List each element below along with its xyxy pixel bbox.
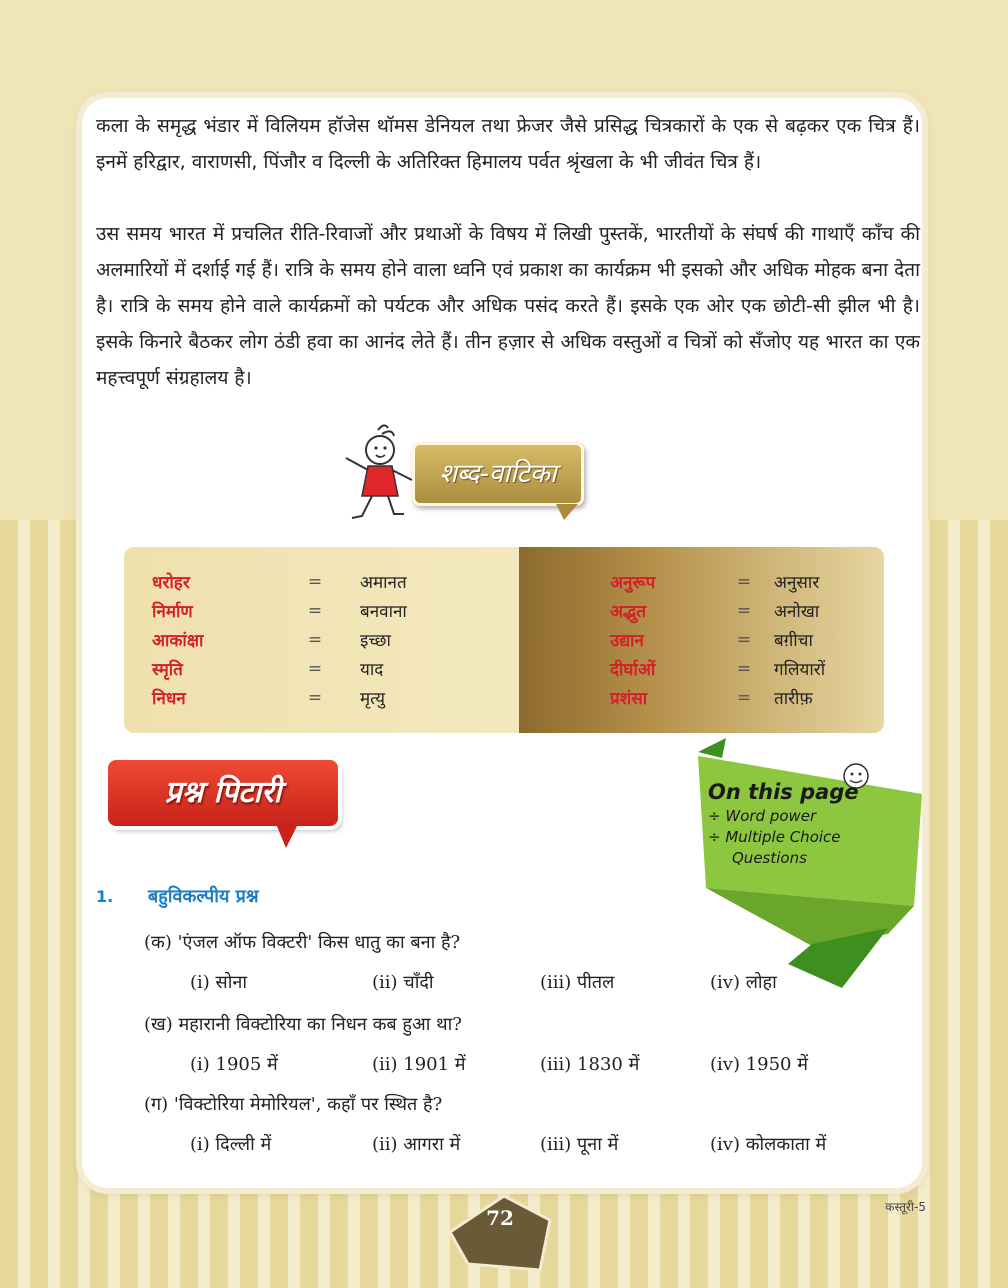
answer-option: (ii) चाँदी <box>372 972 434 993</box>
on-this-page-item-label: Multiple Choice <box>725 828 841 846</box>
vocab-meaning: अनोखा <box>774 602 820 622</box>
equals-sign: = <box>307 600 323 621</box>
section-number: 1. <box>96 887 114 906</box>
question-text: (ग) 'विक्टोरिया मेमोरियल', कहाँ पर स्थित है? <box>144 1094 443 1115</box>
vocab-word: निधन <box>152 689 186 709</box>
passage-paragraph-2: उस समय भारत में प्रचलित रीति-रिवाजों और प्रथाओं के विषय में लिखी पुस्तकें, भारतीयों के संघर्ष की गाथाएँ काँच की अलमारियों में दर्शाई गई हैं। रात्रि के समय होने वाला ध्वनि एवं प्रकाश का कार्यक्रम भी इसको और अधिक मोहक बना देता है। रात्रि के समय होने वाले कार्यक्रमों को पर्यटक और अधिक पसंद करते हैं। इसके एक ओर एक छोटी-सी झील भी है। इसके किनारे बैठकर लोग ठंडी हवा का आनंद लेते हैं। तीन हज़ार से अधिक वस्तुओं व चित्रों को सँजोए यह भारत का एक महत्त्वपूर्ण संग्रहालय है। <box>96 223 920 389</box>
on-this-page-item <box>708 827 908 848</box>
page-number-shape <box>448 1192 552 1272</box>
vocab-heading: शब्द-वाटिका <box>439 459 557 489</box>
badge-tail <box>276 824 298 848</box>
book-label: कस्तूरी-5 <box>885 1200 926 1214</box>
bullet-icon: ÷ <box>708 828 721 846</box>
vocab-row <box>610 567 825 596</box>
page-number-badge <box>448 1192 552 1272</box>
answer-option: (i) 1905 में <box>190 1054 278 1075</box>
bullet-icon: ÷ <box>708 807 721 825</box>
question-box-heading: प्रश्न पिटारी <box>164 775 282 810</box>
badge-tail <box>556 504 578 520</box>
vocab-row <box>610 625 825 654</box>
page-number: 72 <box>486 1206 514 1230</box>
vocab-meaning: बनवाना <box>360 602 407 622</box>
vocab-word: प्रशंसा <box>610 689 648 709</box>
equals-sign: = <box>736 658 752 679</box>
vocab-row <box>152 567 407 596</box>
vocab-heading-badge <box>412 442 584 506</box>
answer-option: (i) दिल्ली में <box>190 1134 272 1155</box>
vocab-word: धरोहर <box>152 573 190 593</box>
on-this-page-item-label: Word power <box>725 807 817 825</box>
answer-option: (iii) पीतल <box>540 972 615 993</box>
on-this-page-item-label: Questions <box>732 849 807 867</box>
equals-sign: = <box>307 658 323 679</box>
vocab-row <box>610 596 825 625</box>
answer-option: (iii) पूना में <box>540 1134 619 1155</box>
answer-option: (iii) 1830 में <box>540 1054 640 1075</box>
answer-option: (iv) कोलकाता में <box>710 1134 827 1155</box>
vocab-word: स्मृति <box>152 660 183 680</box>
equals-sign: = <box>307 571 323 592</box>
vocab-meaning: तारीफ़ <box>774 689 813 709</box>
on-this-page-box <box>708 778 908 869</box>
answer-option: (ii) आगरा में <box>372 1134 461 1155</box>
vocab-word: दीर्घाओं <box>610 660 656 680</box>
equals-sign: = <box>736 687 752 708</box>
vocab-row <box>610 654 825 683</box>
equals-sign: = <box>736 600 752 621</box>
passage-paragraph-1: कला के समृद्ध भंडार में विलियम हॉजेस थॉमस डेनियल तथा फ्रेजर जैसे प्रसिद्ध चित्रकारों के एक से बढ़कर एक चित्र हैं। इनमें हरिद्वार, वाराणसी, पिंजौर व दिल्ली के अतिरिक्त हिमालय पर्वत श्रृंखला के भी जीवंत चित्र हैं। <box>96 115 920 173</box>
vocab-meaning: बग़ीचा <box>774 631 813 651</box>
vocab-row <box>610 683 825 712</box>
answer-option: (ii) 1901 में <box>372 1054 466 1075</box>
vocab-word: अनुरूप <box>610 573 656 593</box>
vocab-meaning: याद <box>360 660 384 680</box>
girl-illustration <box>332 424 418 524</box>
vocab-row <box>152 625 407 654</box>
equals-sign: = <box>736 629 752 650</box>
equals-sign: = <box>307 629 323 650</box>
vocab-table-left <box>152 567 407 712</box>
vocab-word: निर्माण <box>152 602 193 622</box>
answer-option: (iv) 1950 में <box>710 1054 808 1075</box>
vocab-meaning: अनुसार <box>774 573 820 593</box>
vocab-panel <box>124 547 884 733</box>
on-this-page-title: On this page <box>708 780 859 804</box>
section-title: बहुविकल्पीय प्रश्न <box>148 886 259 907</box>
vocab-row <box>152 596 407 625</box>
vocab-word: उद्यान <box>610 631 644 651</box>
vocab-meaning: गलियारों <box>774 660 826 680</box>
equals-sign: = <box>307 687 323 708</box>
vocab-meaning: इच्छा <box>360 631 391 651</box>
vocab-row <box>152 654 407 683</box>
vocab-word: आकांक्षा <box>152 631 204 651</box>
equals-sign: = <box>736 571 752 592</box>
question-box-heading-badge <box>108 760 338 826</box>
vocab-row <box>152 683 407 712</box>
question-text: (क) 'एंजल ऑफ विक्टरी' किस धातु का बना है? <box>144 932 461 953</box>
answer-option: (iv) लोहा <box>710 972 777 993</box>
on-this-page-item <box>708 806 908 827</box>
vocab-word: अद्भुत <box>610 602 647 622</box>
question-text: (ख) महारानी विक्टोरिया का निधन कब हुआ था? <box>144 1014 462 1035</box>
vocab-table-right <box>610 567 825 712</box>
vocab-meaning: अमानत <box>360 573 407 593</box>
answer-option: (i) सोना <box>190 972 248 993</box>
vocab-meaning: मृत्यु <box>360 689 385 709</box>
